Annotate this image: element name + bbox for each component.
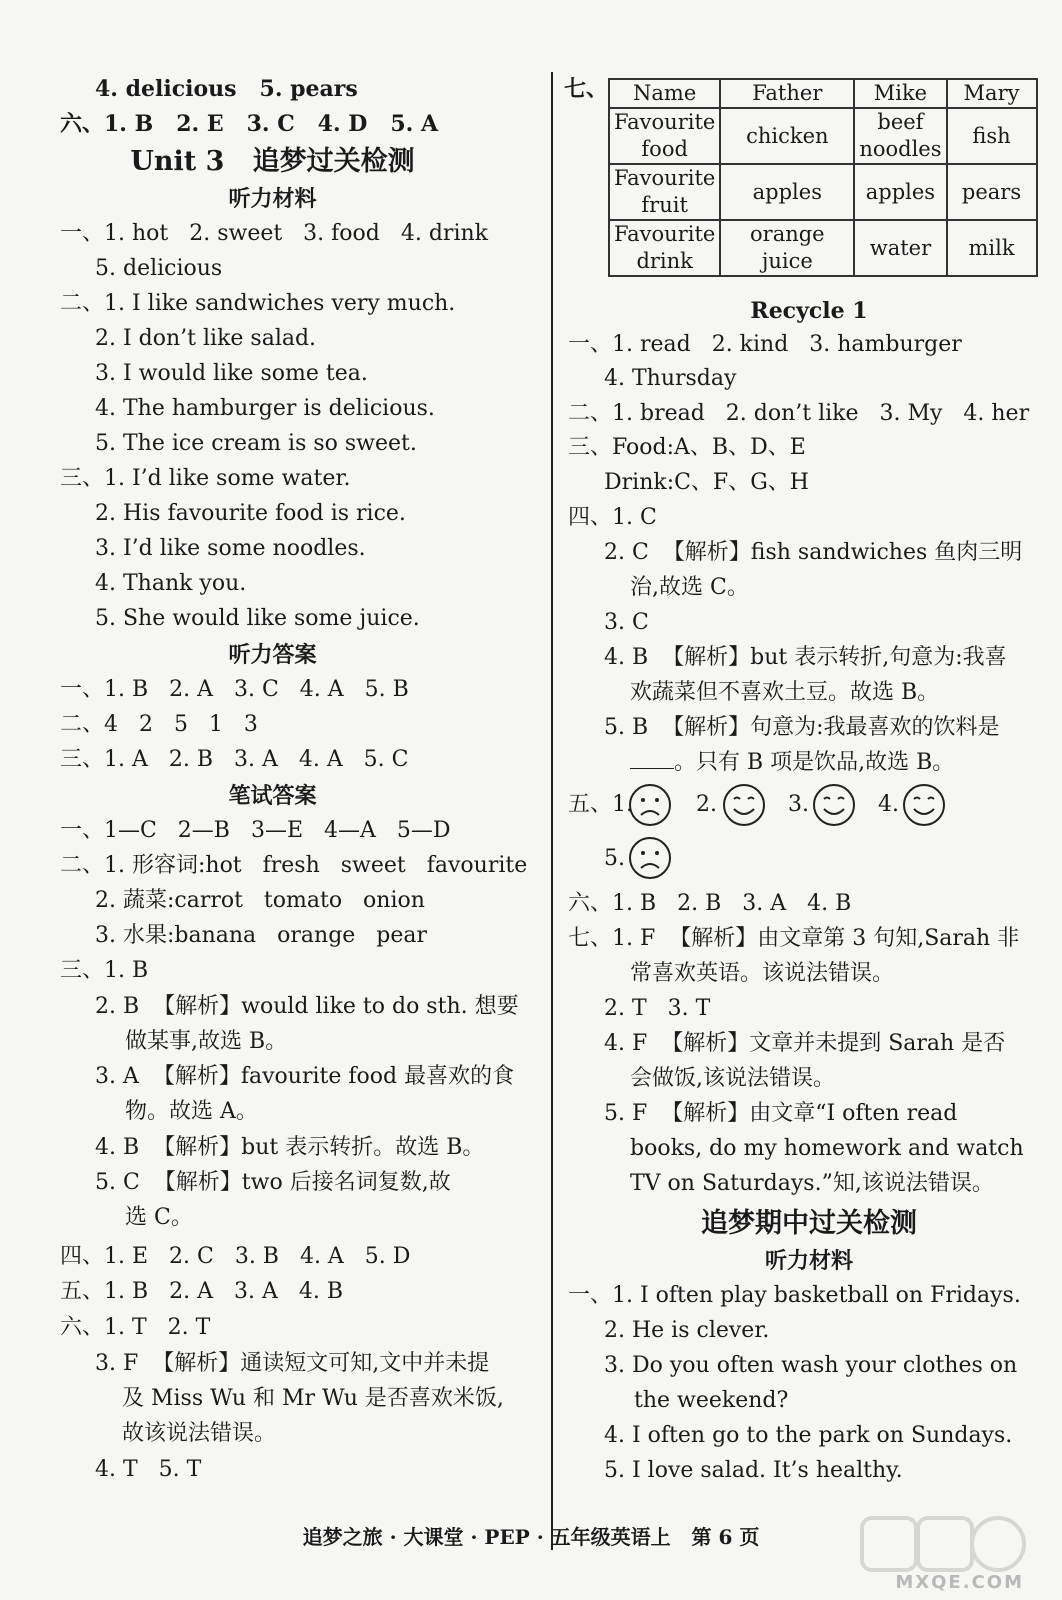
answer-line: 六、1. B 2. E 3. C 4. D 5. A <box>60 111 439 137</box>
question-number: 五、1. <box>568 792 633 817</box>
answer-line: 一、1—C 2—B 3—E 4—A 5—D <box>60 818 451 843</box>
table-row <box>609 220 1037 276</box>
answer-line: 选 C。 <box>125 1205 193 1230</box>
answer-line: 一、1. read 2. kind 3. hamburger <box>568 332 962 357</box>
answer-line: 4. The hamburger is delicious. <box>95 396 435 421</box>
answer-line: 二、4 2 5 1 3 <box>60 712 258 737</box>
table-row-label: Favourite fruit <box>609 164 720 220</box>
answer-line: 3. I’d like some noodles. <box>95 536 366 561</box>
page-footer: 追梦之旅 · 大课堂 · PEP · 五年级英语上 第 6 页 <box>302 1525 760 1549</box>
table-row <box>609 79 1037 108</box>
answer-line: 六、1. B 2. B 3. A 4. B <box>568 891 852 916</box>
answer-blank <box>630 748 674 769</box>
answer-line: 二、1. bread 2. don’t like 3. My 4. her <box>568 401 1030 426</box>
table-header-cell: Mary <box>947 79 1037 108</box>
answer-line: 一、1. I often play basketball on Fridays. <box>568 1283 1021 1308</box>
answer-line: 4. T 5. T <box>95 1457 202 1482</box>
answer-line: 5. F 【解析】由文章“I often read <box>604 1101 958 1126</box>
answer-line: 治,故选 C。 <box>630 575 749 600</box>
question-number: 3. <box>788 792 809 817</box>
table-cell: milk <box>947 220 1037 276</box>
table-cell: beef noodles <box>854 108 946 164</box>
answer-line: 四、1. C <box>568 505 657 530</box>
table-row-label: Favourite drink <box>609 220 720 276</box>
table-header-cell: Mike <box>854 79 946 108</box>
answer-line: 3. 水果:banana orange pear <box>95 923 428 948</box>
answer-line: 5. C 【解析】two 后接名词复数,故 <box>95 1170 451 1195</box>
section-title: Recycle 1 <box>750 298 868 324</box>
answer-line: books, do my homework and watch <box>630 1136 1024 1161</box>
table-cell: water <box>854 220 946 276</box>
answer-line: 4. Thursday <box>604 366 737 391</box>
answer-line: 二、1. I like sandwiches very much. <box>60 291 456 316</box>
table-row <box>609 108 1037 164</box>
answer-line: 3. I would like some tea. <box>95 361 368 386</box>
column-divider <box>551 72 553 1550</box>
sad-face-icon <box>628 836 672 880</box>
unit-title: Unit 3 追梦过关检测 <box>130 146 415 177</box>
question-number: 5. <box>604 846 625 871</box>
answer-line: 一、1. hot 2. sweet 3. food 4. drink <box>60 221 488 246</box>
answer-line: 。只有 B 项是饮品,故选 B。 <box>630 748 954 778</box>
answer-line: 故该说法错误。 <box>122 1421 277 1446</box>
answer-line: 三、1. A 2. B 3. A 4. A 5. C <box>60 747 409 772</box>
watermark-logo-icon <box>858 1510 1028 1580</box>
answer-line: 3. C <box>604 610 649 635</box>
happy-face-icon <box>722 783 766 827</box>
table-header-cell: Name <box>609 79 720 108</box>
question-number: 4. <box>878 792 899 817</box>
section-heading: 听力材料 <box>228 186 317 212</box>
answer-line: 七、1. F 【解析】由文章第 3 句知,Sarah 非 <box>568 926 1020 951</box>
answer-line: 3. F 【解析】通读短文可知,文中并未提 <box>95 1351 490 1376</box>
answer-line: 2. C 【解析】fish sandwiches 鱼肉三明 <box>604 540 1023 565</box>
table-row <box>609 164 1037 220</box>
table-cell: apples <box>720 164 854 220</box>
answer-line: 常喜欢英语。该说法错误。 <box>630 961 895 986</box>
answer-line: 三、1. I’d like some water. <box>60 466 351 491</box>
section-number: 七、 <box>564 76 609 102</box>
answer-line: 2. His favourite food is rice. <box>95 501 406 526</box>
answer-line: 2. 蔬菜:carrot tomato onion <box>95 888 425 913</box>
answer-line: 四、1. E 2. C 3. B 4. A 5. D <box>60 1244 411 1269</box>
answer-line: 会做饭,该说法错误。 <box>630 1066 835 1091</box>
answer-line: 欢蔬菜但不喜欢土豆。故选 B。 <box>630 680 940 705</box>
answer-line: 二、1. 形容词:hot fresh sweet favourite <box>60 853 528 878</box>
answer-line: 5. B 【解析】句意为:我最喜欢的饮料是 <box>604 715 1000 740</box>
section-heading: 听力答案 <box>228 642 317 668</box>
table-cell: orange juice <box>720 220 854 276</box>
answer-line: 5. I love salad. It’s healthy. <box>604 1458 903 1483</box>
answer-line: 物。故选 A。 <box>125 1099 258 1124</box>
watermark-text: MXQE.COM <box>895 1572 1024 1593</box>
sad-face-icon <box>628 783 672 827</box>
answer-line: 做某事,故选 B。 <box>125 1029 288 1054</box>
answer-line: 2. T 3. T <box>604 996 711 1021</box>
answer-line: 3. A 【解析】favourite food 最喜欢的食 <box>95 1064 515 1089</box>
answer-line: 及 Miss Wu 和 Mr Wu 是否喜欢米饭, <box>122 1386 504 1411</box>
answer-line: 5. delicious <box>95 256 223 281</box>
answer-line: 5. She would like some juice. <box>95 606 420 631</box>
section-heading: 笔试答案 <box>228 783 317 809</box>
answer-line: 4. I often go to the park on Sundays. <box>604 1423 1013 1448</box>
happy-face-icon <box>812 783 856 827</box>
answer-line: Drink:C、F、G、H <box>604 470 809 495</box>
table-row-label: Favourite food <box>609 108 720 164</box>
answer-line: 4. B 【解析】but 表示转折。故选 B。 <box>95 1135 485 1160</box>
answer-line: 三、1. B <box>60 958 149 983</box>
answer-line: 2. I don’t like salad. <box>95 326 317 351</box>
answer-line: 三、Food:A、B、D、E <box>568 435 806 460</box>
table-cell: fish <box>947 108 1037 164</box>
question-number: 2. <box>696 792 717 817</box>
favourites-table <box>608 78 1038 277</box>
table-header-cell: Father <box>720 79 854 108</box>
table-cell: pears <box>947 164 1037 220</box>
answer-line: 4. F 【解析】文章并未提到 Sarah 是否 <box>604 1031 1006 1056</box>
answer-line: 4. delicious 5. pears <box>95 76 358 102</box>
answer-line: 3. Do you often wash your clothes on <box>604 1353 1018 1378</box>
answer-line: 一、1. B 2. A 3. C 4. A 5. B <box>60 677 409 702</box>
answer-line: the weekend? <box>634 1388 789 1413</box>
answer-line: 4. Thank you. <box>95 571 247 596</box>
answer-line: 六、1. T 2. T <box>60 1315 211 1340</box>
table-cell: apples <box>854 164 946 220</box>
answer-line: TV on Saturdays.”知,该说法错误。 <box>630 1171 994 1196</box>
answer-line: 5. The ice cream is so sweet. <box>95 431 417 456</box>
table-cell: chicken <box>720 108 854 164</box>
answer-line: 4. B 【解析】but 表示转折,句意为:我喜 <box>604 645 1007 670</box>
answer-line: 2. He is clever. <box>604 1318 770 1343</box>
happy-face-icon <box>902 783 946 827</box>
answer-line: 五、1. B 2. A 3. A 4. B <box>60 1279 343 1304</box>
answer-line: 2. B 【解析】would like to do sth. 想要 <box>95 994 519 1019</box>
midterm-title: 追梦期中过关检测 <box>701 1208 917 1239</box>
section-heading: 听力材料 <box>764 1248 853 1274</box>
